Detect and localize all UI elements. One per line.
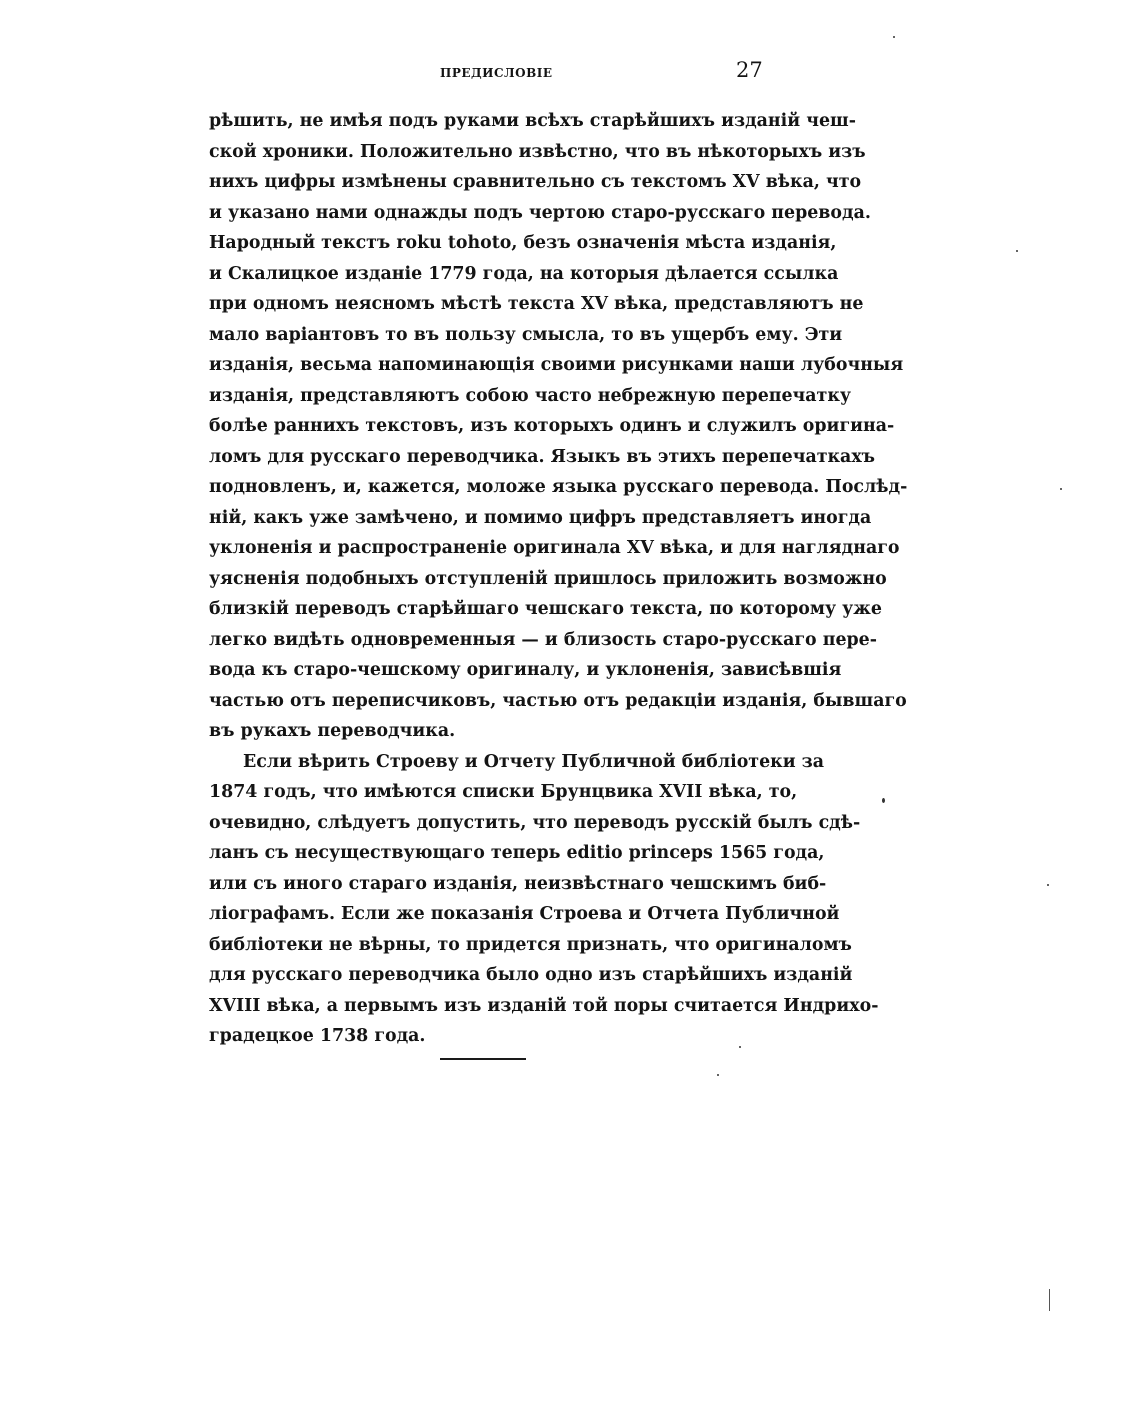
scan-edge-mark: [1049, 1289, 1050, 1311]
scan-speck: [1047, 884, 1049, 886]
text-line: изданія, представляютъ собою часто небрежную перепечатку: [209, 385, 852, 406]
text-line: ній, какъ уже замѣчено, и помимо цифръ представляетъ иногда: [209, 507, 872, 528]
running-head: ПРЕДИСЛОВІЕ: [440, 66, 553, 80]
scan-speck: [1060, 488, 1062, 490]
text-line: близкій переводъ старѣйшаго чешскаго текста, по которому уже: [209, 599, 882, 619]
text-line: рѣшить, не имѣя подъ руками всѣхъ старѣйшихъ изданій чеш-: [209, 111, 856, 131]
text-line: мало варіантовъ то въ пользу смысла, то въ ущербъ ему. Эти: [209, 324, 843, 345]
text-line: частью отъ переписчиковъ, частью отъ редакціи изданія, бывшаго: [209, 690, 907, 711]
text-line: изданія, весьма напоминающія своими рисунками наши лубочныя: [209, 355, 904, 375]
text-line: при одномъ неясномъ мѣстѣ текста XV вѣка, представляютъ не: [209, 294, 864, 314]
body-text: [209, 106, 908, 1052]
text-line: 1874 годъ, что имѣются списки Брунцвика XVII вѣка, то,: [209, 782, 798, 802]
text-line: въ рукахъ переводчика.: [209, 721, 456, 741]
text-line: для русскаго переводчика было одно изъ старѣйшихъ изданій: [209, 965, 853, 985]
text-line: легко видѣть одновременныя — и близость старо-русскаго пере-: [209, 629, 877, 650]
scan-speck: [893, 36, 895, 38]
text-line: или съ иного стараго изданія, неизвѣстнаго чешскимъ биб-: [209, 873, 827, 894]
text-line: нихъ цифры измѣнены сравнительно съ текстомъ XV вѣка, что: [209, 172, 862, 192]
end-rule: [440, 1058, 526, 1060]
text-line: библіотеки не вѣрны, то придется признать, что оригиналомъ: [209, 934, 852, 955]
text-line: очевидно, слѣдуетъ допустить, что переводъ русскій былъ сдѣ-: [209, 812, 861, 833]
text-line: ской хроники. Положительно извѣстно, что въ нѣкоторыхъ изъ: [209, 141, 866, 162]
text-line: уклоненія и распространеніе оригинала XV вѣка, и для нагляднаго: [209, 538, 900, 558]
scan-speck: [717, 1074, 719, 1076]
scan-speck: [1016, 250, 1018, 252]
scan-speck: [882, 798, 885, 803]
text-line: ломъ для русскаго переводчика. Языкъ въ этихъ перепечаткахъ: [209, 446, 876, 467]
text-line: ланъ съ несуществующаго теперь editio princeps 1565 года,: [209, 843, 825, 863]
text-line: ліографамъ. Если же показанія Строева и Отчета Публичной: [209, 904, 840, 924]
page-number: 27: [736, 58, 763, 82]
text-line: подновленъ, и, кажется, моложе языка русскаго перевода. Послѣд-: [209, 477, 908, 497]
text-line: Если вѣрить Строеву и Отчету Публичной библіотеки за: [243, 751, 825, 772]
scan-speck: [739, 1046, 741, 1048]
text-line: XVIII вѣка, а первымъ изъ изданій той поры считается Индрихо-: [209, 995, 879, 1016]
text-line: и Скалицкое изданіе 1779 года, на которыя дѣлается ссылка: [209, 263, 839, 284]
paragraph-2: [209, 747, 879, 1052]
text-line: градецкое 1738 года.: [209, 1026, 426, 1046]
text-line: и указано нами однажды подъ чертою старо-русскаго перевода.: [209, 202, 871, 223]
text-line: уясненія подобныхъ отступленій пришлось приложить возможно: [209, 568, 887, 589]
paragraph-1: [209, 106, 908, 747]
text-line: вода къ старо-чешскому оригиналу, и уклоненія, зависѣвшія: [209, 660, 842, 680]
text-line: Народный текстъ roku tohoto, безъ означенія мѣста изданія,: [209, 233, 837, 253]
text-line: болѣе раннихъ текстовъ, изъ которыхъ одинъ и служилъ оригина-: [209, 416, 895, 436]
